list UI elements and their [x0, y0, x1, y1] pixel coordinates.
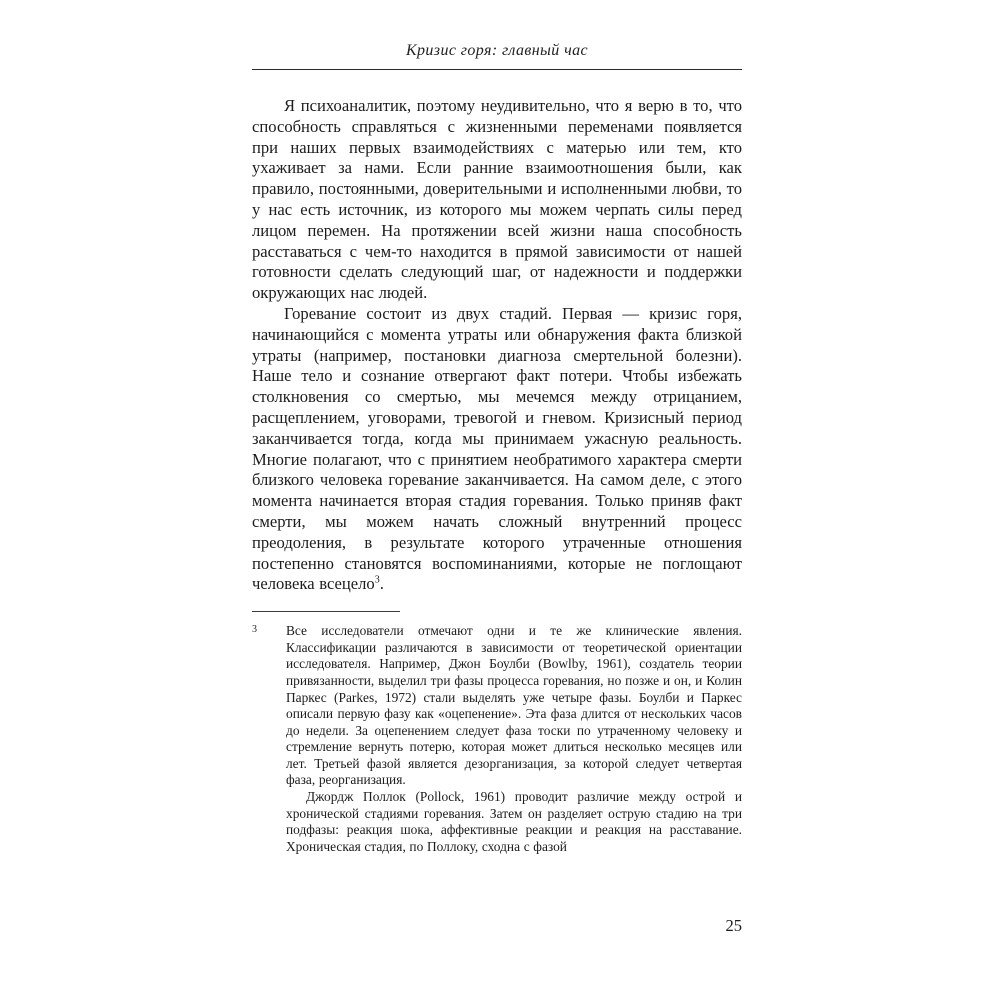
footnote-body	[286, 623, 742, 855]
footnote-separator	[252, 611, 400, 612]
header-rule	[252, 69, 742, 70]
body-paragraph-1: Я психоаналитик, поэтому неудивительно, что я верю в то, что способность справляться с жизненными переменами появляется при наших первых взаимодействиях с матерью или тем, кто ухаживает за нами. Если ранние взаимоотношения были, как правило, постоянными, доверительными и исполненными любви, то у нас есть источник, из которого мы можем черпать силы перед лицом перемен. На протяжении всей жизни наша способность расставаться с чем-то находится в прямой зависимости от нашей готовности сделать следующий шаг, от надежности и поддержки окружающих нас людей.	[252, 96, 742, 303]
running-header: Кризис горя: главный час	[405, 42, 589, 59]
footnote-block	[252, 623, 742, 855]
footnote-marker: 3	[252, 624, 257, 636]
page-content	[252, 42, 742, 855]
body-text	[252, 96, 742, 595]
footnote-reference: 3	[374, 574, 380, 586]
body-paragraph-2-end: .	[379, 574, 384, 594]
footnote-paragraph-2: Джордж Поллок (Pollock, 1961) проводит различие между острой и хронической стадиями горевания. Затем он разделяет острую стадию на три подфазы: реакция шока, аффективные реакции и реакция на расставание. Хроническая стадия, по Поллоку, сходна с фазой	[286, 789, 742, 854]
footnote-paragraph-1: Все исследователи отмечают одни и те же клинические явления. Классификации различаются в зависимости от теоретической ориентации исследователя. Например, Джон Боулби (Bowlby, 1961), создатель теории привязанности, выделил три фазы процесса горевания, но позже и он, и Колин Паркес (Parkes, 1972) стали выделять уже четыре фазы. Боулби и Паркес описали первую фазу как «оцепенение». Эта фаза длится от нескольких часов до недели. За оцепенением следует фаза тоски по утраченному человеку и стремление вернуть потерю, которая может длиться несколько месяцев или лет. Третьей фазой является дезорганизация, за которой следует четвертая фаза, реорганизация.	[286, 623, 742, 788]
page-number: 25	[725, 916, 742, 935]
body-paragraph-2	[252, 304, 742, 595]
body-paragraph-2-text: Горевание состоит из двух стадий. Первая — кризис горя, начинающийся с момента утраты или обнаружения факта близкой утраты (например, постановки диагноза смертельной болезни). Наше тело и сознание отвергают факт потери. Чтобы избежать столкновения со смертью, мы мечемся между отрицанием, расщеплением, уговорами, тревогой и гневом. Кризисный период заканчивается тогда, когда мы принимаем ужасную реальность. Многие полагают, что с принятием необратимого характера смерти близкого человека горевание заканчивается. На самом деле, с этого момента начинается вторая стадия горевания. Только приняв факт смерти, мы можем начать сложный внутренний процесс преодоления, в результате которого утраченные отношения постепенно становятся воспоминаниями, которые не поглощают человека всецело	[252, 303, 742, 594]
